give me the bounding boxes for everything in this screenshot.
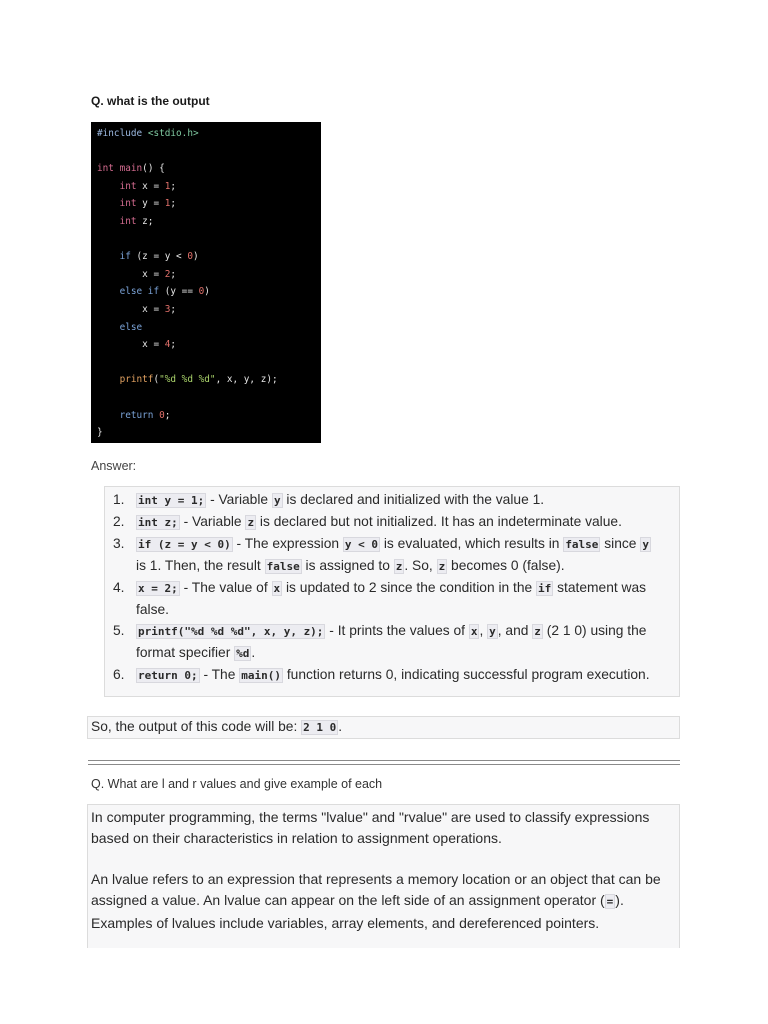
list-item-number: 6. (113, 667, 125, 682)
inline-code: int z; (138, 516, 178, 529)
code-line (97, 407, 321, 425)
inline-code: y (489, 625, 496, 638)
code-token: return (119, 409, 154, 421)
inline-code: x (470, 625, 478, 638)
list-item-number: 5. (113, 623, 125, 638)
code-token: ; (170, 339, 177, 351)
text-run: - It prints the values of (325, 623, 469, 638)
answer-list-box (104, 486, 680, 697)
code-line (97, 354, 321, 372)
text-run: ). Examples of lvalues include variables, array elements, and dereferenced pointers. (91, 892, 624, 931)
code-token: 0 (159, 409, 165, 421)
text-run: - The value of (179, 580, 272, 595)
code-line (97, 213, 321, 231)
list-item (105, 533, 656, 577)
text-run: is evaluated, which results in (380, 536, 564, 551)
inline-code: z (534, 625, 541, 638)
text-run: An lvalue refers to an expression that represents a memory location or an object that can be assigned a value. An lvalue can appear on the left side of an assignment operator ( (91, 871, 661, 909)
lvalue-rvalue-explanation (87, 804, 680, 948)
code-token (97, 216, 120, 227)
code-token: ) (192, 251, 199, 263)
code-token: 2 (164, 268, 171, 280)
list-item-number: 4. (113, 580, 125, 595)
code-token: int (97, 163, 114, 175)
code-token: , x, y, z); (215, 374, 278, 386)
code-token: else if (119, 286, 160, 298)
code-block (91, 122, 321, 443)
inline-code: printf("%d %d %d", x, y, z); (138, 625, 324, 638)
question-1-heading: Q. what is the output (91, 94, 210, 108)
answer-label: Answer: (91, 459, 137, 473)
inline-code: z (247, 516, 255, 529)
text-run: is updated to 2 since the condition in the (282, 580, 537, 595)
paragraph (91, 807, 676, 849)
code-line (97, 371, 321, 389)
code-line (97, 336, 321, 354)
inline-code: if (z = y < 0) (138, 538, 231, 551)
output-summary (87, 716, 680, 739)
inline-code: false (565, 538, 599, 551)
code-token: x = (97, 268, 165, 280)
code-token: x = (97, 303, 165, 315)
code-token: ; (170, 180, 177, 192)
code-token: <stdio.h> (147, 128, 199, 139)
text-run: since (600, 536, 641, 551)
code-token: int (119, 198, 137, 210)
code-token (97, 198, 120, 209)
text-run: So, the output of this code will be: (91, 719, 302, 734)
inline-code: return 0; (138, 669, 198, 682)
text-run: becomes 0 (false). (447, 558, 565, 573)
code-token: x = (97, 339, 165, 351)
code-token: ; (170, 303, 177, 315)
list-item-number: 3. (113, 536, 125, 551)
inline-code: 2 1 0 (303, 721, 337, 734)
code-line (97, 231, 321, 249)
code-token (97, 410, 120, 421)
code-line (97, 283, 321, 301)
inline-code: %d (236, 647, 250, 660)
question-2-heading: Q. What are l and r values and give example of each (91, 777, 383, 791)
inline-code: z (395, 560, 403, 573)
list-item (105, 489, 656, 511)
text-run: is declared but not initialized. It has an indeterminate value. (256, 514, 622, 529)
list-item (105, 511, 656, 533)
code-line (97, 248, 321, 266)
section-divider (88, 760, 680, 765)
code-token: 4 (164, 339, 171, 351)
inline-code: = (606, 895, 614, 909)
text-run: is declared and initialized with the value 1. (282, 492, 545, 507)
code-line (97, 195, 321, 213)
inline-code: y < 0 (344, 538, 379, 551)
code-line (97, 389, 321, 407)
code-token: ) (204, 286, 210, 298)
inline-code: z (438, 560, 446, 573)
code-token: 0 (198, 286, 205, 298)
code-line (97, 160, 321, 178)
text-run: - The expression (232, 536, 343, 551)
text-run: , and (497, 623, 533, 638)
text-run: . (251, 645, 256, 660)
text-run: function returns 0, indicating successful program execution. (282, 667, 650, 682)
text-run: is 1. Then, the result (136, 558, 265, 573)
code-token: 0 (187, 251, 193, 263)
code-token: main (119, 163, 143, 175)
code-line (97, 424, 321, 442)
code-token: ; (170, 268, 177, 280)
inline-code: if (538, 582, 552, 595)
code-token: printf (119, 374, 154, 386)
code-token: (y == (159, 286, 199, 298)
code-token (97, 322, 120, 333)
list-item-number: 1. (113, 492, 125, 507)
text-run: - Variable (179, 514, 246, 529)
list-item (105, 620, 656, 664)
text-run: . So, (404, 558, 437, 573)
code-token (97, 286, 120, 297)
code-token: #include (97, 128, 148, 139)
text-run: - The (199, 667, 240, 682)
code-token: int (119, 215, 137, 227)
code-token: 3 (164, 303, 171, 315)
code-token: else (119, 321, 143, 333)
code-token: 1 (164, 198, 171, 210)
answer-list (105, 489, 656, 686)
code-token: int (119, 180, 137, 192)
code-line (97, 301, 321, 319)
code-line (97, 319, 321, 337)
code-token (97, 374, 120, 385)
inline-code: x (273, 582, 281, 595)
code-token: () { (142, 163, 165, 175)
list-item-number: 2. (113, 514, 125, 529)
code-token: x = (136, 180, 165, 192)
code-token: "%d %d %d" (159, 374, 216, 386)
list-item (105, 664, 656, 686)
code-token (97, 251, 120, 262)
inline-code: false (266, 560, 300, 573)
text-run: statement was false. (136, 580, 647, 617)
text-run: (2 1 0) using the format specifier (136, 623, 647, 660)
code-token: } (97, 427, 103, 439)
code-token: ; (164, 409, 171, 421)
text-run: In computer programming, the terms "lvalue" and "rvalue" are used to classify expressions based on their characteristics in relation to assignment operations. (91, 809, 650, 846)
code-token: y = (136, 198, 165, 210)
inline-code: x = 2; (138, 582, 178, 595)
inline-code: int y = 1; (138, 494, 205, 507)
paragraph (91, 869, 676, 933)
code-line (97, 266, 321, 284)
inline-code: y (642, 538, 649, 551)
text-run: . (338, 719, 343, 734)
code-token: ; (170, 198, 177, 210)
code-token (97, 181, 120, 192)
code-token: 1 (164, 180, 171, 192)
text-run: - Variable (206, 492, 272, 507)
inline-code: main() (241, 669, 281, 682)
code-token: ( (153, 374, 160, 386)
code-token: (z = y < (130, 251, 188, 263)
code-line (97, 125, 321, 143)
code-token: z; (136, 215, 154, 227)
inline-code: y (273, 494, 281, 507)
code-line (97, 178, 321, 196)
text-run: is assigned to (301, 558, 394, 573)
text-run: , (479, 623, 488, 638)
code-token: if (119, 251, 131, 263)
list-item (105, 577, 656, 620)
code-line (97, 143, 321, 161)
